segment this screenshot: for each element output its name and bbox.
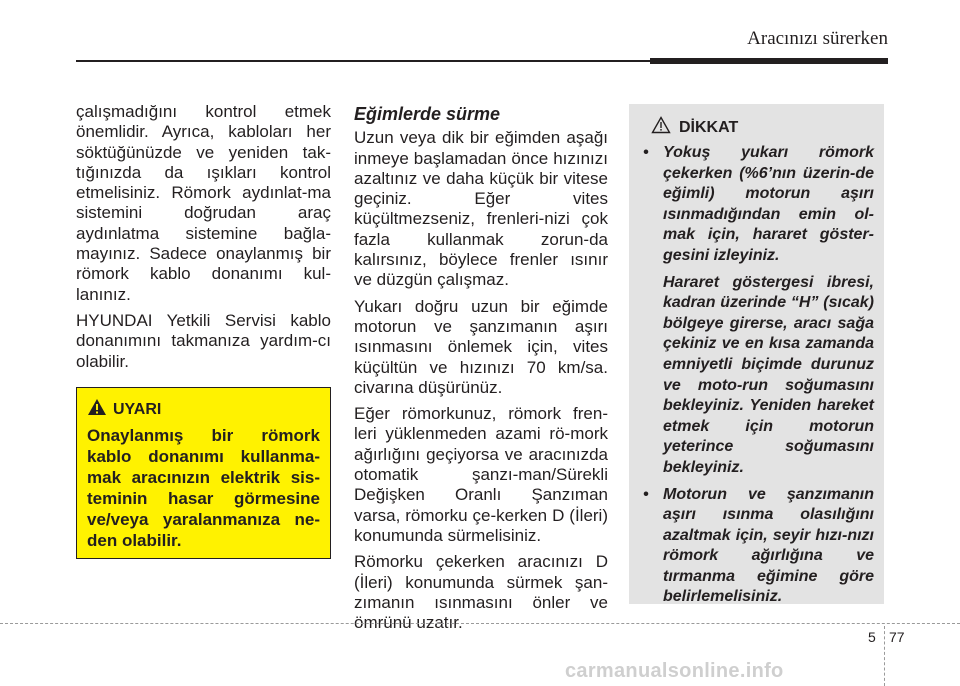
caution-title <box>651 116 874 139</box>
warning-title <box>87 398 320 421</box>
left-column <box>76 102 331 378</box>
body-paragraph: Yukarı doğru uzun bir eğimde motorun ve şanzımanın aşırı ısınmasını önlemek için, vites küçültün ve hızınızı 70 km/sa. civarına düşürünüz. <box>354 296 608 397</box>
middle-column <box>354 104 608 639</box>
footer-rule <box>0 623 960 624</box>
body-paragraph: HYUNDAI Yetkili Servisi kablo donanımını takmanıza yardım-cı olabilir. <box>76 310 331 371</box>
warning-title-label: UYARI <box>113 400 162 418</box>
bullet: • <box>643 144 649 161</box>
header-rule-accent <box>650 58 888 64</box>
warning-triangle-icon <box>87 398 107 421</box>
body-paragraph: Uzun veya dik bir eğimden aşağı inmeye başlamadan önce hızınızı azaltınız ve daha küçük bir vitese geçiniz. Eğer vites küçültmezseniz, frenleri-nizi çok fazla kullanmak zorun-da kalırsınız, böylece frenler ısınır ve düzgün çalışmaz. <box>354 128 608 290</box>
section-heading: Eğimlerde sürme <box>354 104 501 124</box>
caution-list <box>641 143 874 608</box>
chapter-number: 5 <box>868 629 876 645</box>
bullet: • <box>643 485 649 503</box>
caution-box <box>629 104 884 604</box>
caution-title-label: DİKKAT <box>679 118 739 136</box>
body-paragraph: Eğer römorkunuz, römork fren-leri yüklenmeden azami rö-mork ağırlığını geçiyorsa ve aracınızda otomatik şanzı-man/Sürekli Değişken Oranlı Şanzıman varsa, römorku çe-kerken D (İleri) konumunda sürmelisiniz. <box>354 404 608 545</box>
body-paragraph: çalışmadığını kontrol etmek önemlidir. Ayrıca, kabloları her söktüğünüzde ve yeniden tak-tığınızda da ışıkları kontrol etmelisiniz. Römork aydınlat-ma sistemini doğrudan araç aydınlatma sistemine bağla-mayınız. Sadece onaylanmış bir römork kablo donanımı kul-lanınız. <box>76 102 331 304</box>
caution-triangle-icon <box>651 116 671 139</box>
caution-item-subtext: Hararet göstergesi ibresi, kadran üzerinde “H” (sıcak) bölgeye girerse, aracı sağa çekiniz ve en kısa zamanda emniyetli biçimde durunuz ve moto-run soğumasını bekleyiniz. Yeniden hareket etmek için motorun yeterince soğumasını bekleyiniz. <box>663 273 874 476</box>
caution-item-text: Motorun ve şanzımanın aşırı ısınma olasılığını azaltmak için, seyir hızı-nızı römork ağırlığına ve tırmanma eğimine göre belirlemelisiniz. <box>663 485 874 606</box>
caution-item <box>641 143 874 479</box>
warning-text: Onaylanmış bir römork kablo donanımı kullanma-mak aracınızın elektrik sis-teminin hasar görmesine ve/veya yaralanmanıza ne-den olabilir. <box>87 426 320 550</box>
page-divider <box>884 626 885 686</box>
body-paragraph: Römorku çekerken aracınızı D (İleri) konumunda sürmek şan-zımanın ısınmasını önler ve ömrünü uzatır. <box>354 552 608 633</box>
page-header-title: Aracınızı sürerken <box>747 28 888 49</box>
watermark: carmanualsonline.info <box>565 660 784 682</box>
page-number: 77 <box>889 629 905 645</box>
warning-box <box>76 387 331 559</box>
caution-item <box>641 485 874 609</box>
caution-item-text: Yokuş yukarı römork çekerken (%6’nın üzerin-de eğimli) motorun aşırı ısınmadığından emin ol-mak için, hararet göster-gesini izleyiniz. <box>663 144 874 264</box>
